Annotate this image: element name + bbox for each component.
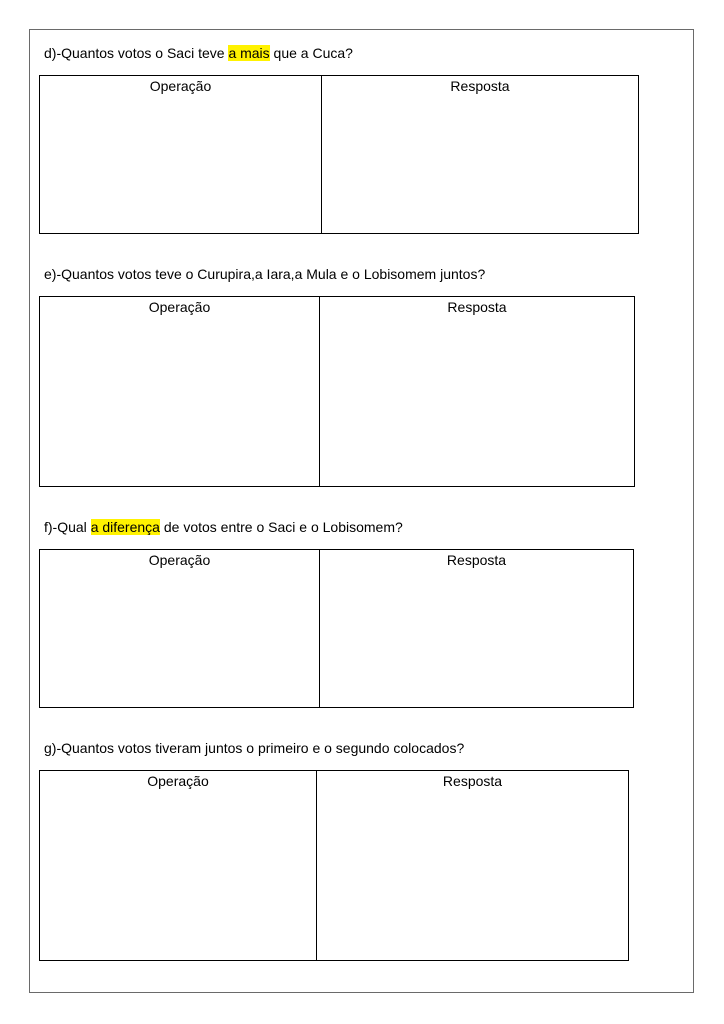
answer-header-f: Resposta: [446, 552, 507, 568]
question-f: [44, 518, 403, 536]
operation-cell-f[interactable]: [40, 550, 320, 707]
question-d: [44, 44, 353, 62]
answer-table-f: [39, 549, 634, 708]
answer-header-d: Resposta: [450, 78, 510, 94]
operation-header-g: Operação: [147, 773, 209, 789]
operation-header-e: Operação: [148, 299, 211, 315]
question-d-text-pre: d)-Quantos votos o Saci teve: [44, 45, 229, 61]
answer-cell-f[interactable]: [320, 550, 633, 707]
answer-table-e: [39, 296, 635, 487]
question-e: [44, 265, 485, 283]
answer-header-e: Resposta: [447, 299, 507, 315]
question-d-highlight: a mais: [228, 45, 270, 61]
question-d-text-post: que a Cuca?: [269, 45, 353, 61]
question-g: [44, 739, 464, 757]
question-f-highlight: a diferença: [90, 519, 160, 535]
operation-header-d: Operação: [149, 78, 212, 94]
answer-cell-g[interactable]: [317, 771, 628, 960]
answer-cell-d[interactable]: [322, 76, 638, 233]
operation-cell-e[interactable]: [40, 297, 320, 486]
answer-cell-e[interactable]: [320, 297, 634, 486]
answer-header-g: Resposta: [442, 773, 503, 789]
answer-table-g: [39, 770, 629, 961]
question-g-text-pre: g)-Quantos votos tiveram juntos o primeiro e o segundo colocados?: [44, 740, 465, 756]
operation-cell-d[interactable]: [40, 76, 322, 233]
question-f-text-pre: f)-Qual: [44, 519, 91, 535]
question-e-text-pre: e)-Quantos votos teve o Curupira,a Iara,a Mula e o Lobisomem juntos?: [44, 266, 486, 282]
operation-cell-g[interactable]: [40, 771, 317, 960]
operation-header-f: Operação: [148, 552, 211, 568]
answer-table-d: [39, 75, 639, 234]
question-f-text-post: de votos entre o Saci e o Lobisomem?: [159, 519, 403, 535]
